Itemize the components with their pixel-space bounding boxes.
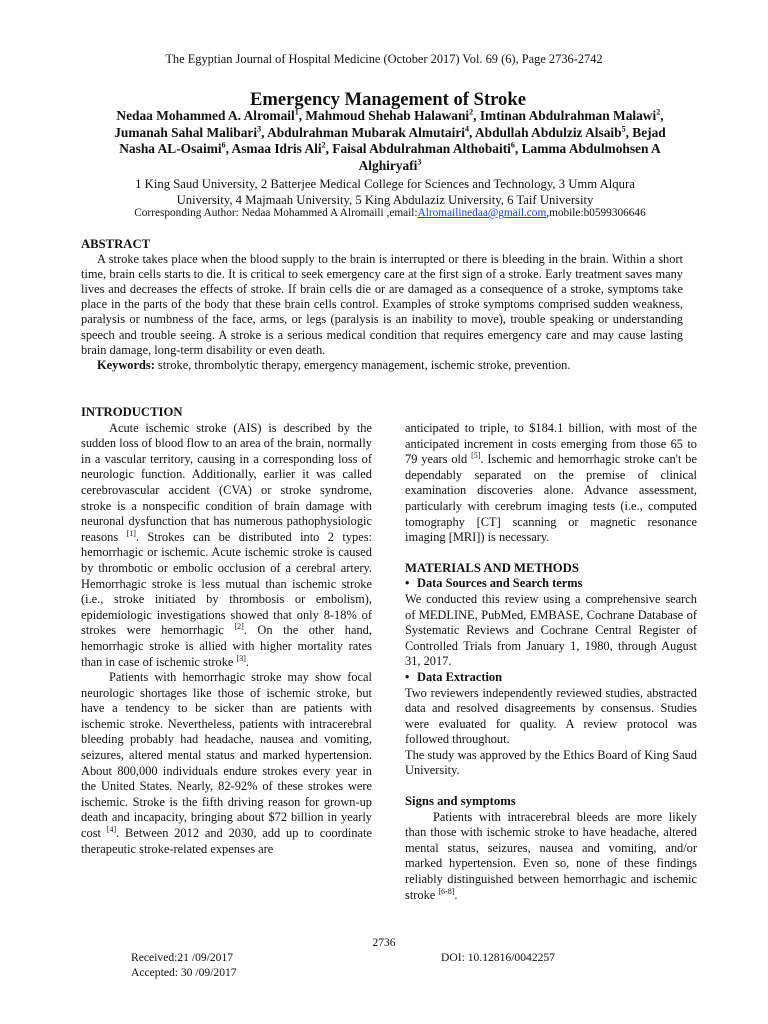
signs-paragraph [405,810,697,904]
author-affiliation: 5 [621,124,626,134]
accepted-date: Accepted: 30 /09/2017 [131,966,237,979]
text-run: Patients with hemorrhagic stroke may show focal neurologic shortages like those of ischemic stroke, but have a tendency to be sicker than are patients with ischemic stroke. Nevertheless, patients with intracerebral bleeding probably had headache, nausea and vomiting, seizures, altered mental status and marked hypertension. About 800,000 individuals endure strokes every year in the United States. Nearly, 82-92% of these strokes were ischemic. Stroke is the fifth driving reason for grown-up death and incapacity, bringing about $72 billion in yearly cost [81,670,372,841]
subheading-data-sources [405,576,697,592]
introduction-paragraph [81,670,372,857]
text-run: . On the other hand, hemorrhagic stroke is allied with higher mortality rates than in case of ischemic stroke [81,623,372,669]
paper-title: Emergency Management of Stroke [250,89,526,110]
author-affiliation: 2 [321,140,326,150]
author-affiliation: 2 [656,107,661,117]
subheading-text: Data Sources and Search terms [417,576,583,591]
methods-paragraph: We conducted this review using a comprehensive search of MEDLINE, PubMed, EMBASE, Cochrane Database of Systematic Reviews and Cochrane Central Register of Controlled Trials from January 1, 1980, through August 31, 2017. [405,591,697,669]
introduction-paragraph [81,421,372,671]
author-name: Imtinan Abdulrahman Malawi [479,108,657,123]
introduction-paragraph [405,421,697,546]
citation: [3] [236,653,246,663]
author-affiliation: 2 [469,107,474,117]
methods-paragraph: Two reviewers independently reviewed studies, abstracted data and resolved disagreements by consensus. Studies were evaluated for quality. A review protocol was followed throughout. [405,685,697,747]
corresponding-prefix: Corresponding Author: Nedaa Mohammed A Alromaili ,email: [134,207,418,219]
bullet-icon: • [405,669,410,684]
author-list: Nedaa Mohammed A. Alromail$^1$, Mahmoud Shehab Halawani$^2$, Imtinan Abdulrahman Malawi$^2$, Jumanah Sahal Malibari$^3$, Abdulrahman Mubarak Almutairi$^4$, Abdullah Abdulziz Alsaib$^5$, Bejad Nasha AL-Osaimi$^6$, Asmaa Idris Ali$^2$, Faisal Abdulrahman Althobaiti$^6$, Lamma Abdulmohsen A Alghiryafi$^3$ [114,107,666,173]
author-affiliation: 1 [294,107,299,117]
methods-paragraph: The study was approved by the Ethics Board of King Saud University. [405,747,697,778]
bullet-icon: • [405,576,410,591]
left-column [81,405,372,857]
subheading-data-extraction [405,670,697,686]
author-affiliation: 6 [510,140,515,150]
affiliation-line: University, 4 Majmaah University, 5 King Abdulaziz University, 6 Taif University [176,192,594,207]
affiliation-line: 1 King Saud University, 2 Batterjee Medical College for Sciences and Technology, 3 Umm Alqura [135,177,635,191]
signs-heading: Signs and symptoms [405,794,516,809]
abstract-section [81,237,683,373]
keywords-label: Keywords: [97,357,155,372]
citation: [6-8] [438,886,455,896]
doi: DOI: 10.12816/0042257 [441,951,556,964]
author-name: Faisal Abdulrahman Althobaiti [332,141,511,157]
author-affiliation: 4 [464,124,469,134]
text-run: Acute ischemic stroke (AIS) is described by the sudden loss of blood flow to an area of the brain, normally in a vascular territory, causing in a corresponding loss of neurologic function. Additionally, earlier it was called cerebrovascular accident (CVA) or stroke syndrome, stroke is a nonspecific condition of brain damage with neuronal dysfunction that has numerous pathophysiologic reasons [81,420,372,544]
author-affiliation: 6 [221,140,226,150]
citation: [4] [106,824,117,834]
page-number: 2736 [372,936,396,949]
email-link[interactable]: Alromailinedaa@gmail.com [417,207,547,219]
text-run: . Between 2012 and 2030, add up to coordinate therapeutic stroke-related expenses are [81,826,372,856]
affiliations [80,177,690,208]
author-name: Mahmoud Shehab Halawani [305,108,470,123]
text-run: Patients with intracerebral bleeds are more likely than those with ischemic stroke to have headache, altered mental status, seizures, nausea and vomiting, and/or marked hypertension. Even so, none of these findings reliably distinguished between hemorrhagic and ischemic stroke [405,809,697,902]
author-name: Abdullah Abdulziz Alsaib [474,124,622,140]
text-run: . Ischemic and hemorrhagic stroke can't be dependably separated on the premise of clinical examination discoveries alone. Advance assessment, particularly with cerebrum imaging tests (i.e., computed tomography [CT] scanning or magnetic resonance imaging [MRI]) is necessary. [405,452,697,545]
author-name: Bejad Nasha AL-Osaimi [119,124,666,157]
author-name: Lamma Abdulmohsen A Alghiryafi [358,141,661,173]
author-name: Abdulrahman Mubarak Almutairi [267,124,465,140]
received-date: Received:21 /09/2017 [131,951,234,964]
corresponding-author [60,207,720,219]
author-name: Jumanah Sahal Malibari [114,124,258,140]
abstract-heading: ABSTRACT [81,237,151,251]
corresponding-suffix: ,mobile:b0599306646 [546,207,646,219]
citation: [1] [126,528,136,538]
citation: [5] [471,451,481,461]
citation: [2] [234,622,244,632]
author-name: Nedaa Mohammed A. Alromail [116,108,295,123]
right-column [405,421,697,903]
author-name: Asmaa Idris Ali [231,141,322,157]
methods-heading: MATERIALS AND METHODS [405,560,579,575]
text-run: . Strokes can be distributed into 2 types: hemorrhagic or ischemic. Acute ischemic stroke is caused by thrombotic or embolic occlusion of a cerebral artery. Hemorrhagic stroke is less mutual than ischemic stroke (i.e., stroke initiated by thrombosis or embolism), epidemiologic investigations showed that only 8-18% of strokes were hemorrhagic [81,529,372,638]
journal-header: The Egyptian Journal of Hospital Medicine (October 2017) Vol. 69 (6), Page 2736-2742 [165,52,603,66]
keywords [81,358,683,373]
keywords-text: stroke, thrombolytic therapy, emergency management, ischemic stroke, prevention. [154,357,571,372]
author-affiliation: 3 [257,124,262,134]
text-run: anticipated to triple, to $184.1 billion, with most of the anticipated increment in costs emerging from those 65 to 79 years old [405,421,697,467]
introduction-heading: INTRODUCTION [81,405,183,419]
text-run: . [454,887,458,902]
author-affiliation: 3 [417,157,422,167]
text-run: . [245,654,249,669]
subheading-text: Data Extraction [417,669,502,684]
abstract-text: A stroke takes place when the blood supply to the brain is interrupted or there is bleeding in the brain. Within a short time, brain cells starts to die. It is critical to seek emergency care at the first sign of a stroke. Early treatment saves many lives and decreases the effects of stroke. If brain cells die or are damaged as a consequence of a stroke, symptoms take place in the parts of the body that these brain cells control. Examples of stroke symptoms comprised sudden weakness, paralysis or numbness of the face, arms, or legs (paralysis is an inability to move), trouble speaking or understanding speech and trouble seeing. A stroke is a serious medical condition that requires emergency care and may cause lasting brain damage, long-term disability or even death. [81,252,683,357]
